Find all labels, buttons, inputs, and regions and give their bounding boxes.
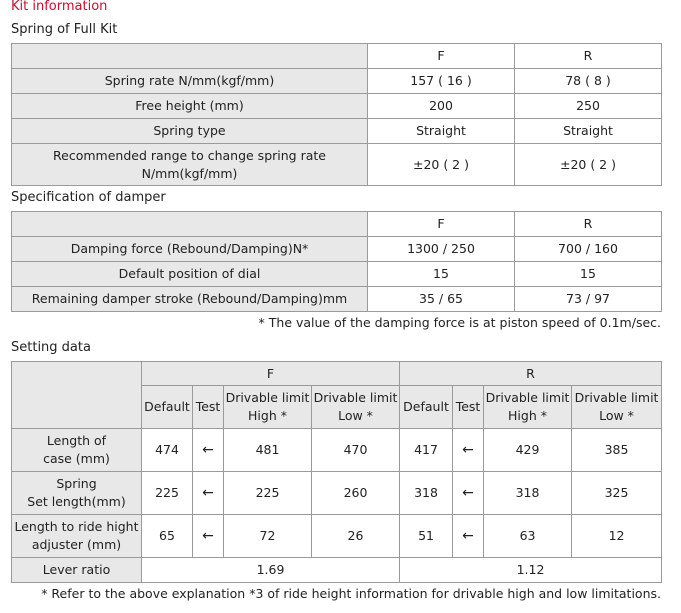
- lever-ratio-label: Lever ratio: [12, 558, 142, 583]
- lever-ratio-r: 1.12: [400, 558, 662, 583]
- header-line: Drivable limit: [485, 390, 570, 405]
- setting-group-r: R: [400, 362, 662, 386]
- cell-f-default: 65: [142, 515, 193, 558]
- table-row: [12, 472, 662, 515]
- header-test: Test: [193, 386, 224, 429]
- cell-f: 1300 / 250: [368, 237, 515, 262]
- cell-r: 700 / 160: [515, 237, 662, 262]
- cell-f-default: 474: [142, 429, 193, 472]
- header-line: Drivable limit: [225, 390, 310, 405]
- table-row: [12, 237, 662, 262]
- cell-r-high: 63: [484, 515, 572, 558]
- cell-r-high: 429: [484, 429, 572, 472]
- cell-r: 15: [515, 262, 662, 287]
- damper-note: * The value of the damping force is at piston speed of 0.1m/sec.: [258, 315, 661, 330]
- cell-f-high: 72: [224, 515, 312, 558]
- damper-header-r: R: [515, 212, 662, 237]
- spring-header-blank: [12, 44, 368, 69]
- setting-section-title: Setting data: [11, 340, 91, 355]
- label-line: Length to ride hight: [14, 519, 139, 534]
- cell-r-low: 385: [572, 429, 662, 472]
- table-row: [12, 94, 662, 119]
- cell-f: Straight: [368, 119, 515, 144]
- table-row: [12, 429, 662, 472]
- table-row: [12, 69, 662, 94]
- lever-ratio-f: 1.69: [142, 558, 400, 583]
- header-line: Drivable limit: [574, 390, 659, 405]
- setting-group-f: F: [142, 362, 400, 386]
- damper-section-title: Specification of damper: [11, 190, 166, 205]
- cell-f-low: 470: [312, 429, 400, 472]
- left-arrow-icon: ←: [193, 472, 224, 515]
- cell-f-high: 225: [224, 472, 312, 515]
- label-line: adjuster (mm): [31, 537, 122, 552]
- spring-header-f: F: [368, 44, 515, 69]
- cell-r-default: 417: [400, 429, 453, 472]
- table-row: [12, 119, 662, 144]
- table-row: [12, 515, 662, 558]
- label-line: Length of: [46, 433, 107, 448]
- damper-table: [11, 211, 662, 312]
- cell-f-default: 225: [142, 472, 193, 515]
- header-drivable-high: [484, 386, 572, 429]
- row-label: Free height (mm): [12, 94, 368, 119]
- setting-header-blank: [12, 362, 142, 429]
- table-row: [12, 144, 662, 186]
- kit-info-title: Kit information: [11, 0, 108, 14]
- header-drivable-high: [224, 386, 312, 429]
- cell-f-low: 26: [312, 515, 400, 558]
- header-default: Default: [142, 386, 193, 429]
- cell-r: 73 / 97: [515, 287, 662, 312]
- cell-r-low: 325: [572, 472, 662, 515]
- cell-r-low: 12: [572, 515, 662, 558]
- cell-r-default: 318: [400, 472, 453, 515]
- row-label: Damping force (Rebound/Damping)N*: [12, 237, 368, 262]
- table-row: [12, 558, 662, 583]
- header-default: Default: [400, 386, 453, 429]
- cell-f: ±20 ( 2 ): [368, 144, 515, 186]
- table-row: [12, 262, 662, 287]
- label-line: Spring: [56, 476, 97, 491]
- cell-f: 15: [368, 262, 515, 287]
- setting-note: * Refer to the above explanation *3 of ride height information for drivable high and low limitations.: [41, 586, 661, 601]
- cell-r-default: 51: [400, 515, 453, 558]
- cell-f: 200: [368, 94, 515, 119]
- cell-r: Straight: [515, 119, 662, 144]
- label-line: Set length(mm): [27, 494, 126, 509]
- row-label: [12, 472, 142, 515]
- row-label: [12, 144, 368, 186]
- cell-f: 157 ( 16 ): [368, 69, 515, 94]
- label-line: N/mm(kgf/mm): [141, 165, 238, 181]
- damper-header-blank: [12, 212, 368, 237]
- header-line: Drivable limit: [313, 390, 398, 405]
- left-arrow-icon: ←: [453, 472, 484, 515]
- cell-r: 78 ( 8 ): [515, 69, 662, 94]
- header-line: Low *: [599, 408, 634, 423]
- damper-header-f: F: [368, 212, 515, 237]
- table-row: [12, 287, 662, 312]
- row-label: [12, 515, 142, 558]
- row-label: Default position of dial: [12, 262, 368, 287]
- header-drivable-low: [312, 386, 400, 429]
- header-line: Low *: [338, 408, 373, 423]
- cell-f: 35 / 65: [368, 287, 515, 312]
- spring-table: [11, 43, 662, 186]
- spring-header-r: R: [515, 44, 662, 69]
- header-line: High *: [248, 408, 287, 423]
- cell-f-low: 260: [312, 472, 400, 515]
- cell-r: ±20 ( 2 ): [515, 144, 662, 186]
- left-arrow-icon: ←: [453, 429, 484, 472]
- cell-r-high: 318: [484, 472, 572, 515]
- left-arrow-icon: ←: [453, 515, 484, 558]
- header-drivable-low: [572, 386, 662, 429]
- spring-section-title: Spring of Full Kit: [11, 22, 118, 37]
- cell-r: 250: [515, 94, 662, 119]
- left-arrow-icon: ←: [193, 515, 224, 558]
- row-label: Spring type: [12, 119, 368, 144]
- row-label: Spring rate N/mm(kgf/mm): [12, 69, 368, 94]
- label-line: Recommended range to change spring rate: [53, 147, 326, 163]
- header-test: Test: [453, 386, 484, 429]
- cell-f-high: 481: [224, 429, 312, 472]
- setting-table: [11, 361, 662, 583]
- label-line: case (mm): [43, 451, 110, 466]
- row-label: [12, 429, 142, 472]
- left-arrow-icon: ←: [193, 429, 224, 472]
- header-line: High *: [508, 408, 547, 423]
- row-label: Remaining damper stroke (Rebound/Damping)mm: [12, 287, 368, 312]
